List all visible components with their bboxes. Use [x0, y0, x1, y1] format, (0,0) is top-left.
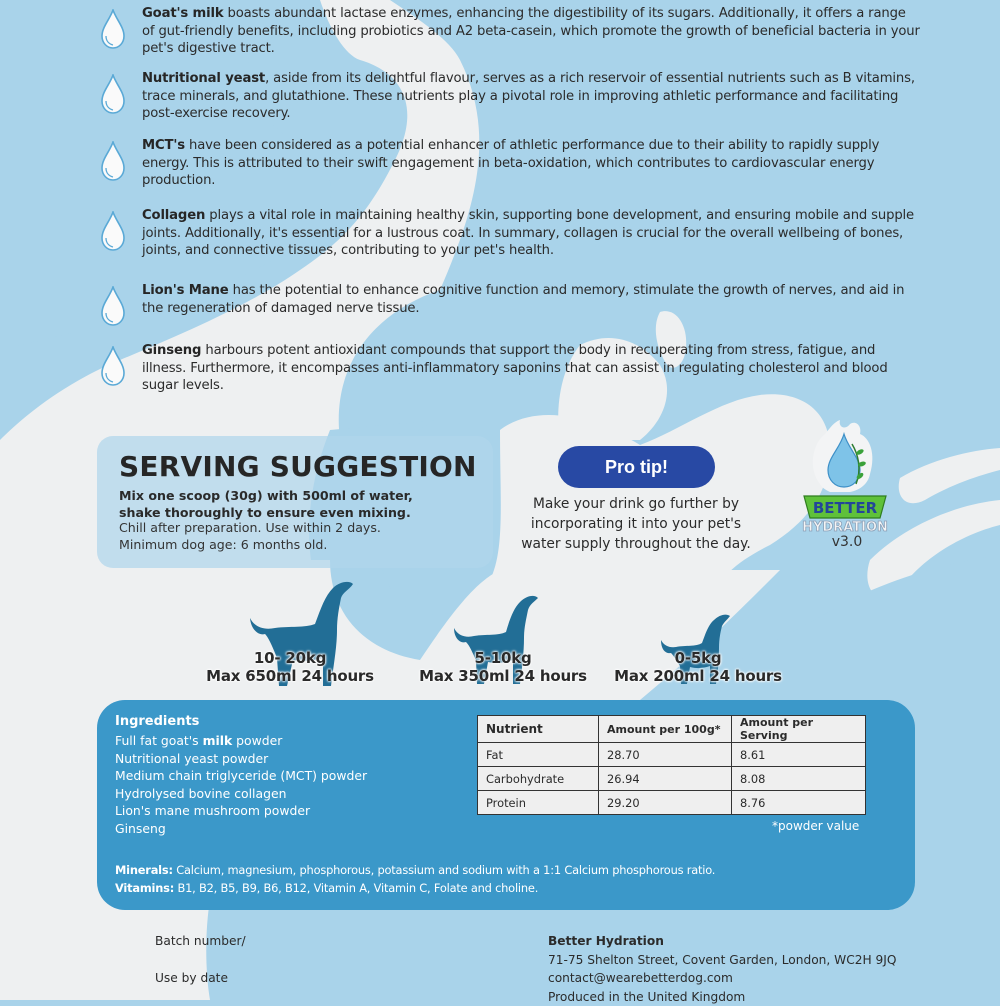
serving-line: Minimum dog age: 6 months old.: [119, 537, 381, 554]
benefit-title: Nutritional yeast: [142, 71, 265, 86]
table-cell: Fat: [478, 743, 599, 767]
water-drop-icon: [100, 346, 126, 386]
table-cell: 8.61: [732, 743, 866, 767]
benefit-title: Ginseng: [142, 343, 201, 358]
ingredient-item: Medium chain triglyceride (MCT) powder: [115, 767, 367, 785]
benefit-text: [142, 137, 920, 190]
pro-tip-badge[interactable]: Pro tip!: [558, 446, 715, 488]
benefit-ginseng: [100, 342, 920, 395]
table-row: [478, 767, 866, 791]
table-header: Amount per 100g*: [599, 716, 732, 743]
water-drop-icon: [100, 286, 126, 326]
benefit-title: Lion's Mane: [142, 283, 229, 298]
nutrition-table: [477, 715, 866, 815]
company-email[interactable]: contact@wearebetterdog.com: [548, 969, 896, 988]
table-header-row: [478, 716, 866, 743]
dosage-weight: 10- 20kg: [205, 649, 375, 667]
table-cell: Carbohydrate: [478, 767, 599, 791]
benefit-body: harbours potent antioxidant compounds that support the body in recuperating from stress, fatigue, and illness. Furthermore, it encompasses anti-inflammatory saponins that can assist in regulating cholesterol and blood sugar levels.: [142, 343, 888, 393]
ingredient-item: Full fat goat's milk powder: [115, 732, 367, 750]
ingredients-list: [115, 732, 367, 837]
company-address: 71-75 Shelton Street, Covent Garden, London, WC2H 9JQ: [548, 951, 896, 970]
benefits-list: [0, 0, 1000, 400]
water-drop-icon: [100, 9, 126, 49]
table-cell: 26.94: [599, 767, 732, 791]
minerals-line: Minerals: Calcium, magnesium, phosphorous, potassium and sodium with a 1:1 Calcium phosphorous ratio.: [115, 861, 715, 879]
table-cell: 8.76: [732, 791, 866, 815]
benefit-text: [142, 5, 920, 58]
serving-title: SERVING SUGGESTION: [119, 450, 477, 483]
pro-tip-text: [500, 494, 772, 554]
logo-version: v3.0: [815, 534, 879, 550]
ingredients-panel: [97, 700, 915, 910]
minerals-vitamins: [115, 861, 715, 897]
table-cell: 8.08: [732, 767, 866, 791]
table-cell: 29.20: [599, 791, 732, 815]
benefit-title: Goat's milk: [142, 6, 223, 21]
dosage-weight: 0-5kg: [603, 649, 793, 667]
benefit-text: [142, 282, 920, 317]
benefit-title: Collagen: [142, 208, 205, 223]
serving-line: Chill after preparation. Use within 2 days.: [119, 520, 381, 537]
table-header: Nutrient: [478, 716, 599, 743]
benefit-body: has the potential to enhance cognitive function and memory, stimulate the growth of nerves, and aid in the regeneration of damaged nerve tissue.: [142, 283, 904, 316]
dosage-weight: 5-10kg: [408, 649, 598, 667]
serving-notes: [119, 520, 381, 553]
company-origin: Produced in the United Kingdom: [548, 988, 896, 1006]
table-footnote: *powder value: [772, 819, 859, 833]
benefit-nutritional-yeast: [100, 70, 920, 123]
table-cell: Protein: [478, 791, 599, 815]
use-by-date-label: Use by date: [155, 971, 228, 985]
benefit-text: [142, 342, 920, 395]
better-hydration-logo: [790, 414, 900, 554]
benefit-body: have been considered as a potential enhancer of athletic performance due to their ability to rapidly supply energy. This is attributed to their swift engagement in beta-oxidation, which contributes to cardiovascular energy production.: [142, 138, 879, 188]
company-info: [548, 932, 896, 1006]
serving-line: shake thoroughly to ensure even mixing.: [119, 505, 413, 522]
ingredient-item: Nutritional yeast powder: [115, 750, 367, 768]
benefit-body: , aside from its delightful flavour, serves as a rich reservoir of essential nutrients such as B vitamins, trace minerals, and glutathione. These nutrients play a pivotal role in improving athletic performance and facilitating post-exercise recovery.: [142, 71, 915, 121]
benefit-text: [142, 70, 920, 123]
serving-suggestion-box: [97, 436, 493, 568]
pro-tip-line: water supply throughout the day.: [500, 534, 772, 554]
serving-line: Mix one scoop (30g) with 500ml of water,: [119, 488, 413, 505]
dosage-max: Max 350ml 24 hours: [408, 667, 598, 685]
benefit-collagen: [100, 207, 920, 260]
water-drop-icon: [100, 141, 126, 181]
logo-word-hydration: HYDRATION: [802, 520, 888, 535]
benefit-lions-mane: [100, 282, 920, 317]
vitamins-line: Vitamins: B1, B2, B5, B9, B6, B12, Vitamin A, Vitamin C, Folate and choline.: [115, 879, 715, 897]
batch-number-label: Batch number/: [155, 934, 246, 948]
water-drop-icon: [100, 74, 126, 114]
dosage-medium: [408, 649, 598, 685]
company-name: Better Hydration: [548, 934, 664, 948]
ingredient-item: Lion's mane mushroom powder: [115, 802, 367, 820]
benefit-mct: [100, 137, 920, 190]
dosage-small: [603, 649, 793, 685]
pro-tip-line: Make your drink go further by: [500, 494, 772, 514]
table-header: Amount per Serving: [732, 716, 866, 743]
benefit-title: MCT's: [142, 138, 185, 153]
dosage-large: [205, 649, 375, 685]
table-row: [478, 791, 866, 815]
benefit-text: [142, 207, 920, 260]
water-drop-icon: [100, 211, 126, 251]
dosage-max: Max 200ml 24 hours: [603, 667, 793, 685]
ingredient-item: Hydrolysed bovine collagen: [115, 785, 367, 803]
table-cell: 28.70: [599, 743, 732, 767]
ingredient-item: Ginseng: [115, 820, 367, 838]
dosage-max: Max 650ml 24 hours: [205, 667, 375, 685]
ingredients-title: Ingredients: [115, 714, 199, 729]
benefit-body: plays a vital role in maintaining healthy skin, supporting bone development, and ensuring mobile and supple joints. Additionally, it's essential for a lustrous coat. In summary, collagen is crucial for the overall wellbeing of bones, joints, and connective tissues, contributing to your pet's health.: [142, 208, 914, 258]
serving-instructions: [119, 488, 413, 521]
benefit-body: boasts abundant lactase enzymes, enhancing the digestibility of its sugars. Additionally, it offers a range of gut-friendly benefits, including probiotics and A2 beta-casein, which promote the growth of beneficial bacteria in your pet's digestive tract.: [142, 6, 920, 56]
pro-tip-line: incorporating it into your pet's: [500, 514, 772, 534]
benefit-goats-milk: [100, 5, 920, 58]
logo-word-better: BETTER: [813, 499, 878, 517]
dosage-guide: [0, 560, 1000, 700]
table-row: [478, 743, 866, 767]
